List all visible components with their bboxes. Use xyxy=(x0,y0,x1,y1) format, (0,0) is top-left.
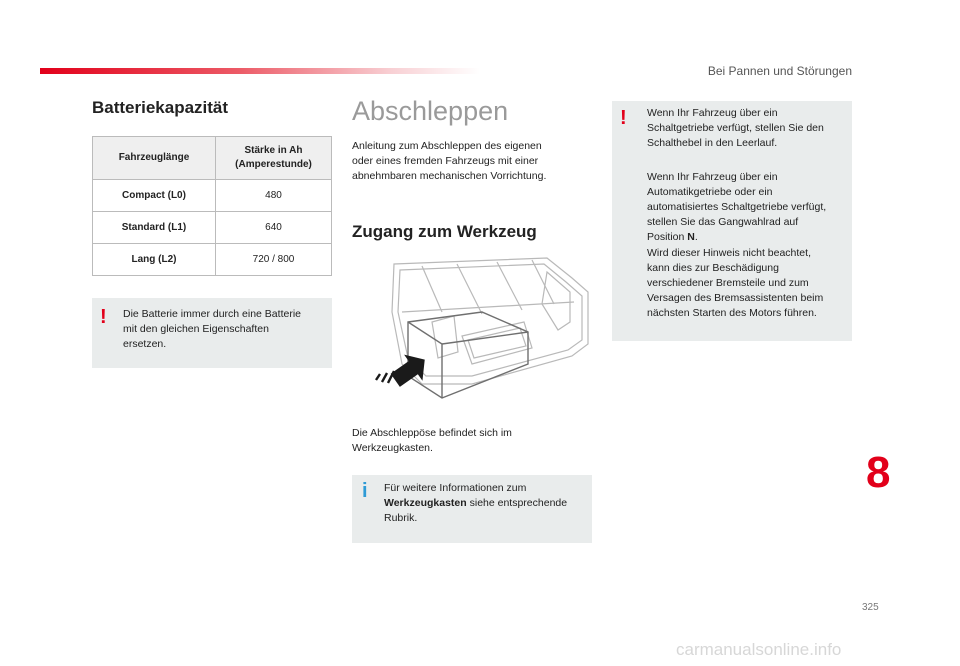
warning-icon: ! xyxy=(620,107,627,129)
header-accent-bar xyxy=(40,68,480,74)
gearbox-warning-manual: Wenn Ihr Fahrzeug über ein Schaltgetriebe verfügt, stellen Sie den Schalthebel in den Leerlauf. xyxy=(647,107,824,149)
towing-heading: Abschleppen xyxy=(352,96,509,126)
capacity-header-line1: Stärke in Ah xyxy=(244,145,303,156)
battery-heading: Batteriekapazität xyxy=(92,98,229,117)
gearbox-warning-automatic: Wenn Ihr Fahrzeug über ein Automatikgetriebe oder ein automatisiertes Schaltgetriebe verfügt, stellen Sie das Gangwahlrad auf Position N. xyxy=(647,171,827,243)
gearbox-warning-consequence: Wird dieser Hinweis nicht beachtet, kann dies zur Beschädigung verschiedener Bremsteile und zum Versagen des Bremsassistenten beim nächsten Starten des Motors führen. xyxy=(647,247,824,319)
table-row xyxy=(93,180,332,212)
towing-intro: Anleitung zum Abschleppen des eigenen oder eines fremden Fahrzeugs mit einer abnehmbaren mechanischen Vorrichtung. xyxy=(352,140,547,182)
row-label: Compact (L0) xyxy=(93,180,216,212)
table-header-row xyxy=(93,137,332,180)
row-value: 480 xyxy=(216,180,332,212)
row-label: Lang (L2) xyxy=(93,244,216,276)
section-title: Bei Pannen und Störungen xyxy=(707,64,852,78)
info-icon: i xyxy=(362,480,368,502)
table-row xyxy=(93,244,332,276)
column-header-length: Fahrzeuglänge xyxy=(93,137,216,180)
tool-access-heading: Zugang zum Werkzeug xyxy=(352,222,537,241)
row-value: 720 / 800 xyxy=(216,244,332,276)
capacity-header-line2: (Amperestunde) xyxy=(235,159,312,170)
table-row xyxy=(93,212,332,244)
battery-table xyxy=(92,136,332,276)
towing-eye-location: Die Abschleppöse befindet sich im Werkzeugkasten. xyxy=(352,427,512,454)
footer-watermark: carmanualsonline.info xyxy=(676,640,842,659)
chapter-number: 8 xyxy=(866,448,891,497)
page-number: 325 xyxy=(862,602,879,613)
info-text: Für weitere Informationen zum Werkzeugkasten siehe entsprechende Rubrik. xyxy=(384,482,568,524)
column-header-capacity xyxy=(216,137,332,180)
toolbox-illustration xyxy=(362,252,592,402)
row-label: Standard (L1) xyxy=(93,212,216,244)
warning-icon: ! xyxy=(100,306,107,328)
row-value: 640 xyxy=(216,212,332,244)
battery-warning-text: Die Batterie immer durch eine Batterie mit den gleichen Eigenschaften ersetzen. xyxy=(123,308,301,350)
